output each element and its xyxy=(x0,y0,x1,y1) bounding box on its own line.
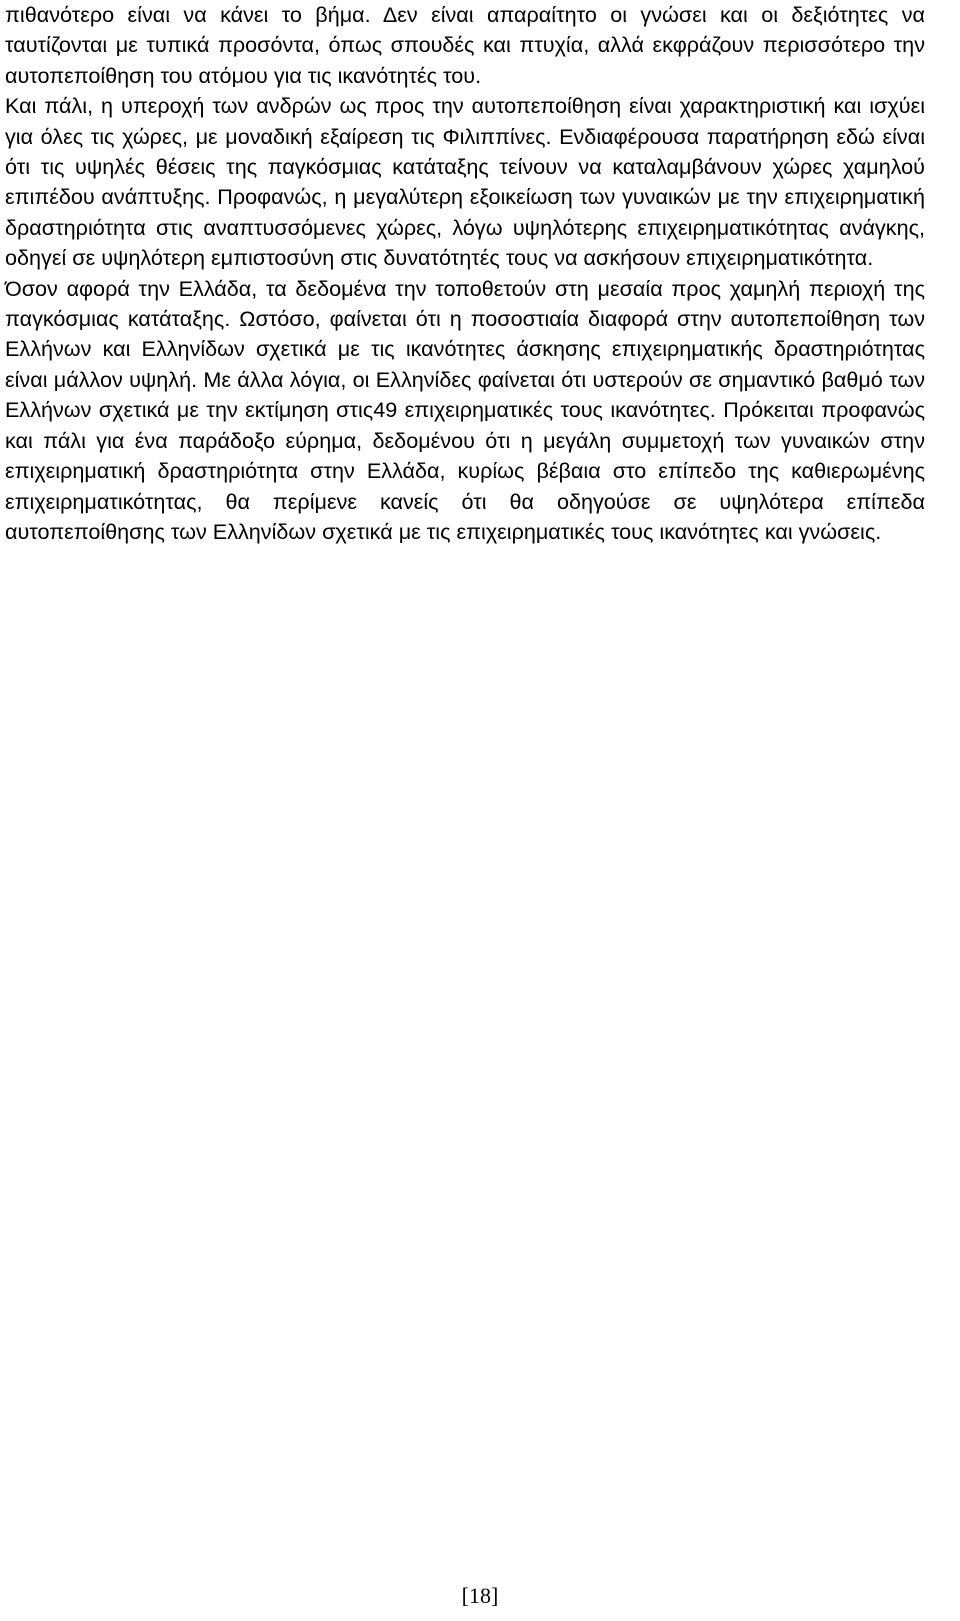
paragraph-1: πιθανότερο είναι να κάνει το βήμα. Δεν είναι απαραίτητο οι γνώσει και οι δεξιότητες να ταυτίζονται με τυπικά προσόντα, όπως σπουδές και πτυχία, αλλά εκφράζουν περισσότερο την αυτοπεποίθηση του ατόμου για τις ικανότητές του. xyxy=(5,2,925,88)
paragraph-2: Και πάλι, η υπεροχή των ανδρών ως προς την αυτοπεποίθηση είναι χαρακτηριστική και ισχύει για όλες τις χώρες, με μοναδική εξαίρεση τις Φιλιππίνες. Ενδιαφέρουσα παρατήρηση εδώ είναι ότι τις υψηλές θέσεις της παγκόσμιας κατάταξης τείνουν να καταλαμβάνουν χώρες χαμηλού επιπέδου ανάπτυξης. Προφανώς, η μεγαλύτερη εξοικείωση των γυναικών με την επιχειρηματική δραστηριότητα στις αναπτυσσόμενες χώρες, λόγω υψηλότερης επιχειρηματικότητας ανάγκης, οδηγεί σε υψηλότερη εμπιστοσύνη στις δυνατότητές τους να ασκήσουν επιχειρηματικότητα. xyxy=(5,93,925,271)
body-text xyxy=(5,0,925,547)
page-number: [18] xyxy=(461,1583,499,1608)
paragraph-3: Όσον αφορά την Ελλάδα, τα δεδομένα την τοποθετούν στη μεσαία προς χαμηλή περιοχή της παγκόσμιας κατάταξης. Ωστόσο, φαίνεται ότι η ποσοστιαία διαφορά στην αυτοπεποίθηση των Ελλήνων και Ελληνίδων σχετικά με τις ικανότητες άσκησης επιχειρηματικής δραστηριότητας είναι μάλλον υψηλή. Με άλλα λόγια, οι Ελληνίδες φαίνεται ότι υστερούν σε σημαντικό βαθμό των Ελλήνων σχετικά με την εκτίμηση στις49 επιχειρηματικές τους ικανότητες. Πρόκειται προφανώς και πάλι για ένα παράδοξο εύρημα, δεδομένου ότι η μεγάλη συμμετοχή των γυναικών στην επιχειρηματική δραστηριότητα στην Ελλάδα, κυρίως βέβαια στο επίπεδο της καθιερωμένης επιχειρηματικότητας, θα περίμενε κανείς ότι θα οδηγούσε σε υψηλότερα επίπεδα αυτοπεποίθησης των Ελληνίδων σχετικά με τις επιχειρηματικές τους ικανότητες και γνώσεις. xyxy=(5,275,925,544)
